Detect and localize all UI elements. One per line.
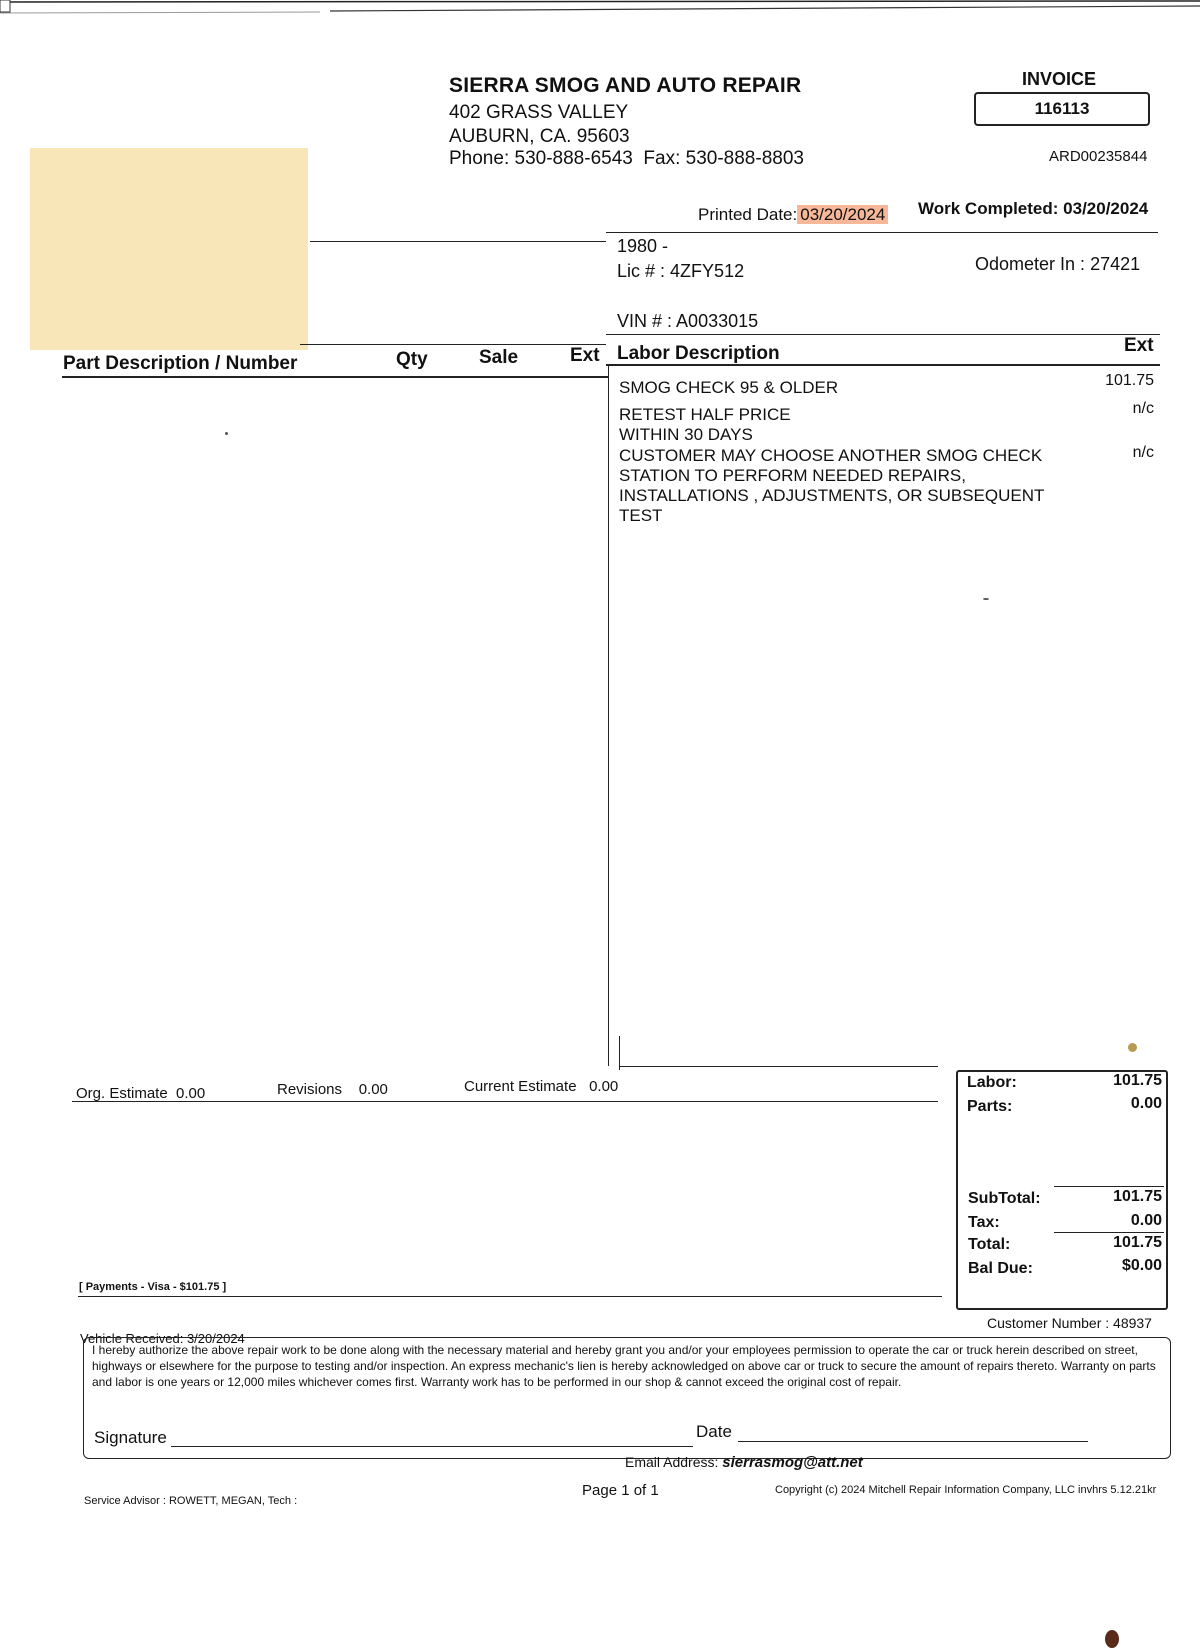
printed-date xyxy=(698,205,888,225)
labor-description-line: RETEST HALF PRICE xyxy=(619,405,791,424)
labor-description-line: WITHIN 30 DAYS xyxy=(619,425,753,444)
copyright: Copyright (c) 2024 Mitchell Repair Information Company, LLC invhrs 5.12.21kr xyxy=(775,1484,1157,1496)
divider xyxy=(1054,1186,1164,1187)
labor-total-value: 101.75 xyxy=(1113,1072,1162,1089)
divider xyxy=(1054,1232,1164,1233)
vin-label: VIN # : xyxy=(617,311,673,331)
vehicle-received: Vehicle Received: 3/20/2024 xyxy=(80,1331,245,1346)
column-divider xyxy=(608,366,609,1066)
printed-date-label: Printed Date: xyxy=(698,205,798,224)
balance-due-label: Bal Due: xyxy=(968,1260,1033,1277)
current-estimate xyxy=(464,1078,618,1095)
labor-description-line: INSTALLATIONS , ADJUSTMENTS, OR SUBSEQUENT xyxy=(619,486,1045,505)
labor-description-line: STATION TO PERFORM NEEDED REPAIRS, xyxy=(619,466,966,485)
divider xyxy=(606,232,1158,233)
revisions xyxy=(277,1081,388,1098)
column-divider xyxy=(619,1036,620,1070)
org-estimate xyxy=(76,1085,205,1102)
odometer xyxy=(975,254,1140,275)
header-sale: Sale xyxy=(479,347,519,368)
header-ext-labor: Ext xyxy=(1124,335,1154,356)
tax-label: Tax: xyxy=(968,1214,1000,1231)
company-name: SIERRA SMOG AND AUTO REPAIR xyxy=(449,74,802,97)
subtotal-label: SubTotal: xyxy=(968,1190,1041,1207)
vehicle-year: 1980 - xyxy=(617,236,669,256)
current-estimate-label: Current Estimate xyxy=(464,1078,577,1095)
vehicle-license xyxy=(617,261,744,282)
labor-description xyxy=(619,446,1059,526)
odometer-label: Odometer In : xyxy=(975,254,1086,274)
company-street: 402 GRASS VALLEY xyxy=(449,102,629,123)
scan-speck xyxy=(1105,1630,1119,1648)
labor-amount: n/c xyxy=(1132,400,1154,417)
work-completed xyxy=(918,199,1148,219)
odometer-value: 27421 xyxy=(1090,254,1141,274)
redaction-note xyxy=(30,148,308,350)
header-labor-description: Labor Description xyxy=(617,343,780,364)
invoice-number: 116113 xyxy=(974,92,1150,126)
fax-value: 530-888-8803 xyxy=(685,148,804,169)
parts-total-label: Parts: xyxy=(967,1098,1013,1115)
email-value: sierrasmog@att.net xyxy=(722,1454,863,1471)
divider xyxy=(606,364,1160,366)
balance-due-value: $0.00 xyxy=(1121,1257,1162,1274)
tax-value: 0.00 xyxy=(1130,1212,1162,1229)
vehicle-vin xyxy=(617,311,758,332)
phone-value: 530-888-6543 xyxy=(514,148,633,169)
divider xyxy=(78,1296,942,1297)
divider xyxy=(300,344,606,345)
company-city: AUBURN, CA. 95603 xyxy=(449,126,630,147)
scan-speck xyxy=(225,432,228,435)
labor-amount: 101.75 xyxy=(1105,372,1154,389)
labor-description xyxy=(619,405,1059,445)
date-label: Date xyxy=(696,1422,732,1441)
scan-speck xyxy=(983,598,989,600)
divider xyxy=(310,241,606,242)
authorization-box xyxy=(83,1337,1171,1459)
work-completed-value: 03/20/2024 xyxy=(1063,199,1149,218)
header-qty: Qty xyxy=(396,349,428,370)
org-estimate-value: 0.00 xyxy=(176,1085,206,1102)
divider xyxy=(62,376,608,378)
email-address xyxy=(625,1454,863,1471)
header-part-description: Part Description / Number xyxy=(63,353,298,374)
date-line[interactable] xyxy=(738,1441,1088,1442)
phone-label: Phone: xyxy=(449,148,510,169)
labor-description xyxy=(619,378,1059,398)
total-label: Total: xyxy=(968,1236,1011,1253)
divider xyxy=(606,334,1160,335)
labor-total-label: Labor: xyxy=(967,1074,1017,1091)
email-label: Email Address: xyxy=(625,1454,719,1470)
account-code: ARD00235844 xyxy=(1049,148,1148,165)
current-estimate-value: 0.00 xyxy=(589,1078,619,1095)
customer-number: Customer Number : 48937 xyxy=(987,1315,1152,1331)
invoice-title: INVOICE xyxy=(1022,69,1097,89)
signature-line[interactable] xyxy=(171,1446,693,1447)
totals-box xyxy=(956,1070,1168,1310)
printed-date-value: 03/20/2024 xyxy=(797,205,888,224)
labor-amount: n/c xyxy=(1132,444,1154,461)
page-number: Page 1 of 1 xyxy=(582,1482,659,1499)
parts-total-value: 0.00 xyxy=(1130,1095,1162,1112)
authorization-text: I hereby authorize the above repair work to be done along with the necessary material and hereby grant you and/or your employees permission to operate the car or truck herein described on street, highways or elsewhere for the purpose to testing and/or inspection. An express mechanic's lien is hereby acknowledged on above car or truck to secure the amount of repairs thereto. Warranty on parts and labor is one years or 12,000 miles whichever comes first. Warranty work has to be performed in our shop & cannot exceed the original cost of repair. xyxy=(92,1343,1156,1389)
header-ext-part: Ext xyxy=(570,345,600,366)
vin-value: A0033015 xyxy=(676,311,759,331)
scan-speck xyxy=(1128,1043,1137,1052)
total-value: 101.75 xyxy=(1113,1234,1162,1251)
lic-value: 4ZFY512 xyxy=(670,261,745,281)
subtotal-value: 101.75 xyxy=(1113,1188,1162,1205)
divider xyxy=(620,1066,938,1067)
company-phone-fax xyxy=(449,148,804,170)
labor-description-line: CUSTOMER MAY CHOOSE ANOTHER SMOG CHECK xyxy=(619,446,1043,465)
org-estimate-label: Org. Estimate xyxy=(76,1085,168,1102)
labor-description-line: SMOG CHECK 95 & OLDER xyxy=(619,378,839,397)
signature-label: Signature xyxy=(94,1428,167,1447)
service-advisor: Service Advisor : ROWETT, MEGAN, Tech : xyxy=(84,1495,298,1507)
work-completed-label: Work Completed: xyxy=(918,199,1059,218)
labor-description-line: TEST xyxy=(619,506,663,525)
revisions-label: Revisions xyxy=(277,1081,343,1098)
lic-label: Lic # : xyxy=(617,261,666,281)
payments: [ Payments - Visa - $101.75 ] xyxy=(79,1281,227,1293)
fax-label: Fax: xyxy=(643,148,681,169)
revisions-value: 0.00 xyxy=(358,1081,388,1098)
scan-edge xyxy=(0,0,1200,14)
